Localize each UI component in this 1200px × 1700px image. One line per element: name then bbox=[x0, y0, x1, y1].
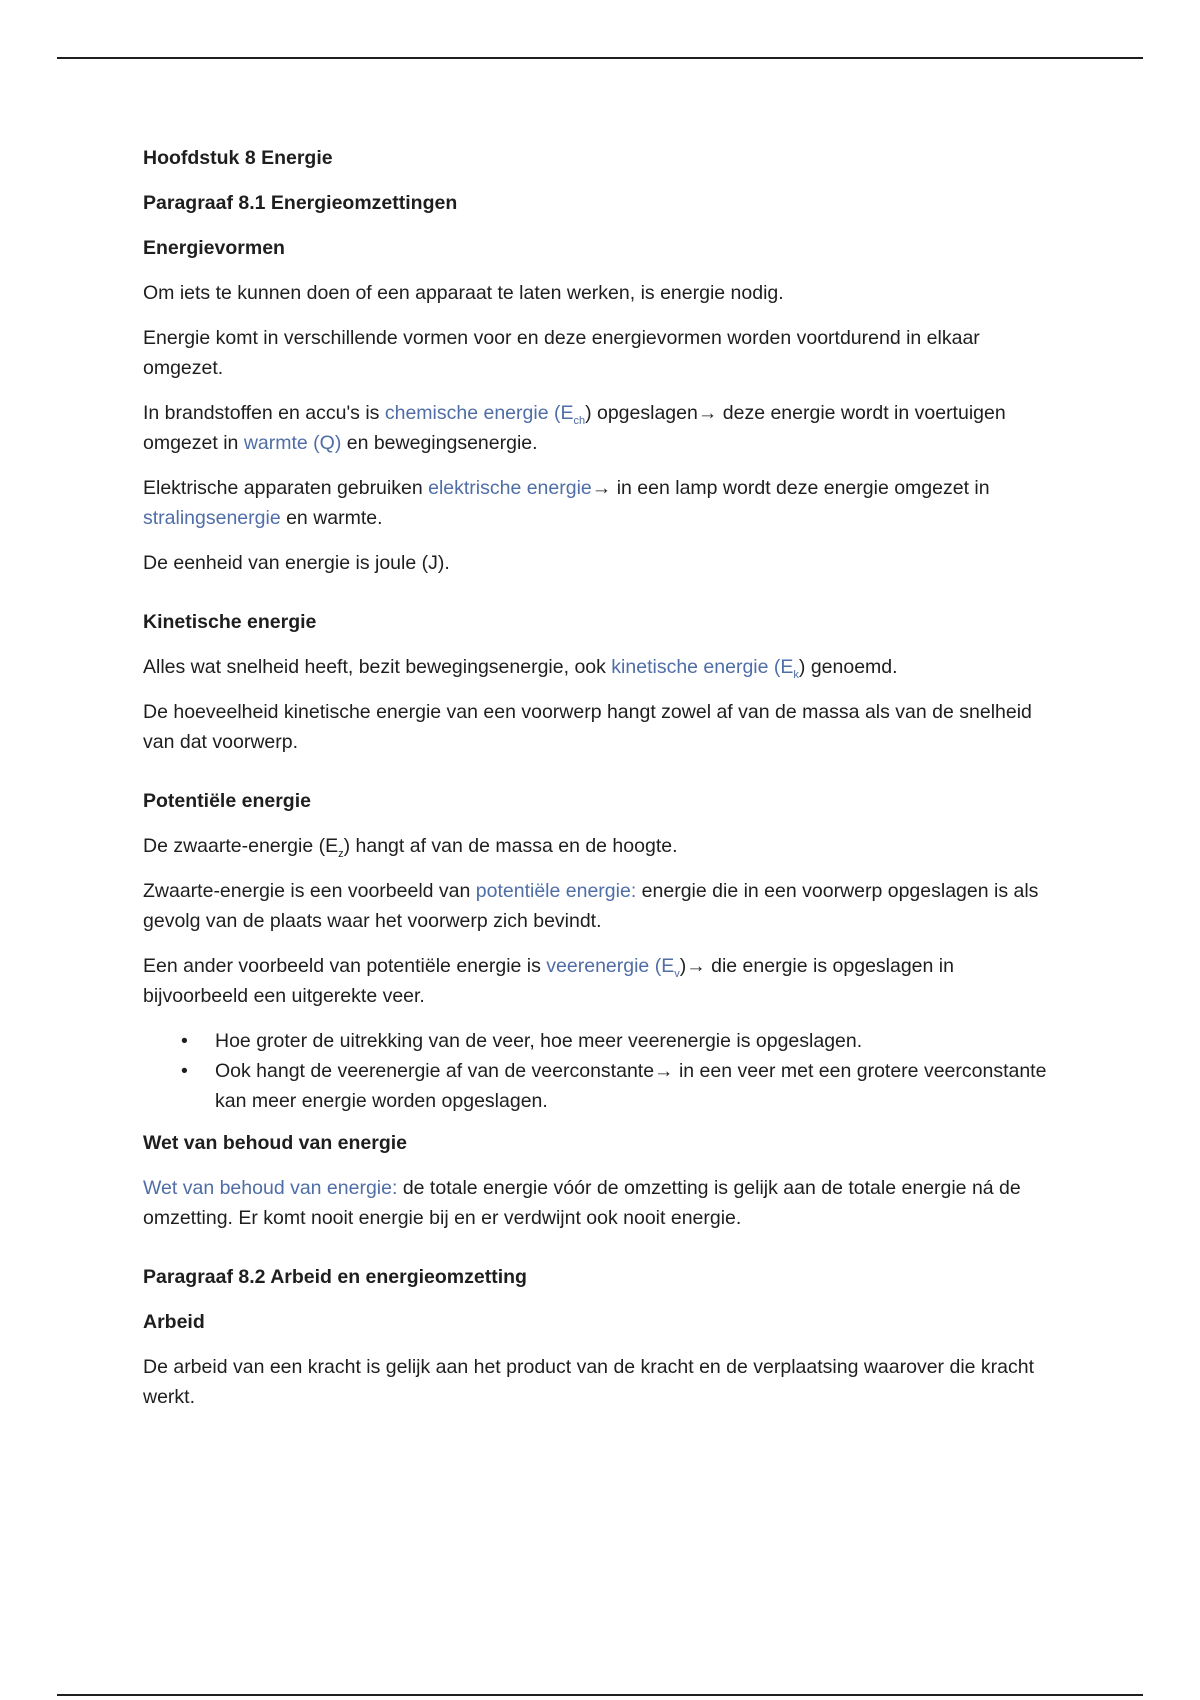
text-run: ) bbox=[679, 955, 687, 977]
bullet-list bbox=[143, 1026, 1063, 1116]
subscript: k bbox=[793, 668, 799, 681]
term-text: kinetische energie (E bbox=[611, 656, 794, 678]
section-title-8-1: Paragraaf 8.1 Energieomzettingen bbox=[143, 192, 458, 214]
bottom-rule bbox=[57, 1694, 1143, 1696]
paragraph bbox=[143, 398, 1063, 458]
heading-energievormen: Energievormen bbox=[143, 237, 285, 259]
term-text: chemische energie (E bbox=[384, 402, 574, 424]
text-run: de totale energie vóór de omzetting is gelijk aan de totale energie ná de omzetting. Er komt nooit energie bij en er verdwijnt ook nooit energie. bbox=[143, 1177, 1021, 1229]
text-run: en warmte. bbox=[280, 507, 383, 529]
text-run: en bewegingsenergie. bbox=[341, 432, 538, 454]
paragraph: Energie komt in verschillende vormen voor en deze energievormen worden voortdurend in elkaar omgezet. bbox=[143, 327, 980, 379]
top-rule bbox=[57, 57, 1143, 59]
text-run: Alles wat snelheid heeft, bezit bewegingsenergie, ook bbox=[143, 656, 612, 678]
text-run: → die energie is opgeslagen in bijvoorbeeld een uitgerekte veer. bbox=[143, 955, 954, 1007]
term-elektrische-energie: elektrische energie bbox=[428, 477, 592, 499]
heading-potentiele-energie: Potentiële energie bbox=[143, 790, 311, 812]
paragraph bbox=[143, 652, 1063, 682]
section-title-8-2: Paragraaf 8.2 Arbeid en energieomzetting bbox=[143, 1266, 527, 1288]
subscript: v bbox=[674, 967, 680, 980]
text-run: opgeslagen→ deze energie wordt in voertuigen omgezet in bbox=[143, 402, 1006, 454]
term-wet-van-behoud: Wet van behoud van energie: bbox=[143, 1177, 398, 1199]
document-body bbox=[143, 143, 1063, 1427]
paragraph bbox=[143, 1173, 1063, 1233]
text-run: → in een lamp wordt deze energie omgezet in bbox=[591, 477, 990, 499]
bullet-icon: • bbox=[181, 1030, 188, 1052]
text-run: De zwaarte-energie (E bbox=[143, 835, 339, 857]
term-kinetische-energie bbox=[611, 656, 799, 681]
term-veerenergie bbox=[546, 955, 680, 980]
text-run: Zwaarte-energie is een voorbeeld van bbox=[143, 880, 476, 902]
text-run: ) hangt af van de massa en de hoogte. bbox=[343, 835, 678, 857]
text-run: ) bbox=[798, 656, 806, 678]
term-warmte: warmte (Q) bbox=[243, 432, 342, 454]
chapter-title: Hoofdstuk 8 Energie bbox=[143, 147, 333, 169]
text-run: genoemd. bbox=[805, 656, 898, 678]
subscript: z bbox=[338, 847, 344, 860]
heading-wet-van-behoud: Wet van behoud van energie bbox=[143, 1132, 408, 1154]
paragraph bbox=[143, 876, 1063, 936]
paragraph bbox=[143, 831, 1063, 861]
list-item-text: Ook hangt de veerenergie af van de veerconstante→ in een veer met een grotere veerconstante kan meer energie worden opgeslagen. bbox=[215, 1060, 1047, 1112]
text-run: In brandstoffen en accu's is bbox=[143, 402, 385, 424]
paragraph: De arbeid van een kracht is gelijk aan het product van de kracht en de verplaatsing waarover die kracht werkt. bbox=[143, 1356, 1035, 1408]
term-chemische-energie bbox=[384, 402, 586, 427]
text-run: Elektrische apparaten gebruiken bbox=[143, 477, 429, 499]
list-item bbox=[143, 1056, 1063, 1116]
list-item bbox=[143, 1026, 1063, 1056]
paragraph bbox=[143, 951, 1063, 1011]
heading-arbeid: Arbeid bbox=[143, 1311, 205, 1333]
term-potentiele-energie: potentiële energie: bbox=[475, 880, 637, 902]
subscript: ch bbox=[573, 414, 586, 427]
text-run: Een ander voorbeeld van potentiële energie is bbox=[143, 955, 547, 977]
text-run: ) bbox=[585, 402, 592, 424]
term-stralingsenergie: stralingsenergie bbox=[143, 507, 281, 529]
paragraph: De hoeveelheid kinetische energie van een voorwerp hangt zowel af van de massa als van de snelheid van dat voorwerp. bbox=[143, 701, 1032, 753]
heading-kinetische-energie: Kinetische energie bbox=[143, 611, 317, 633]
paragraph bbox=[143, 473, 1063, 533]
term-text: veerenergie (E bbox=[546, 955, 675, 977]
paragraph: Om iets te kunnen doen of een apparaat te laten werken, is energie nodig. bbox=[143, 282, 784, 304]
list-item-text: Hoe groter de uitrekking van de veer, hoe meer veerenergie is opgeslagen. bbox=[215, 1030, 863, 1052]
paragraph: De eenheid van energie is joule (J). bbox=[143, 552, 450, 574]
text-run: energie die in een voorwerp opgeslagen is als gevolg van de plaats waar het voorwerp zich bevindt. bbox=[143, 880, 1039, 932]
bullet-icon: • bbox=[181, 1060, 188, 1082]
